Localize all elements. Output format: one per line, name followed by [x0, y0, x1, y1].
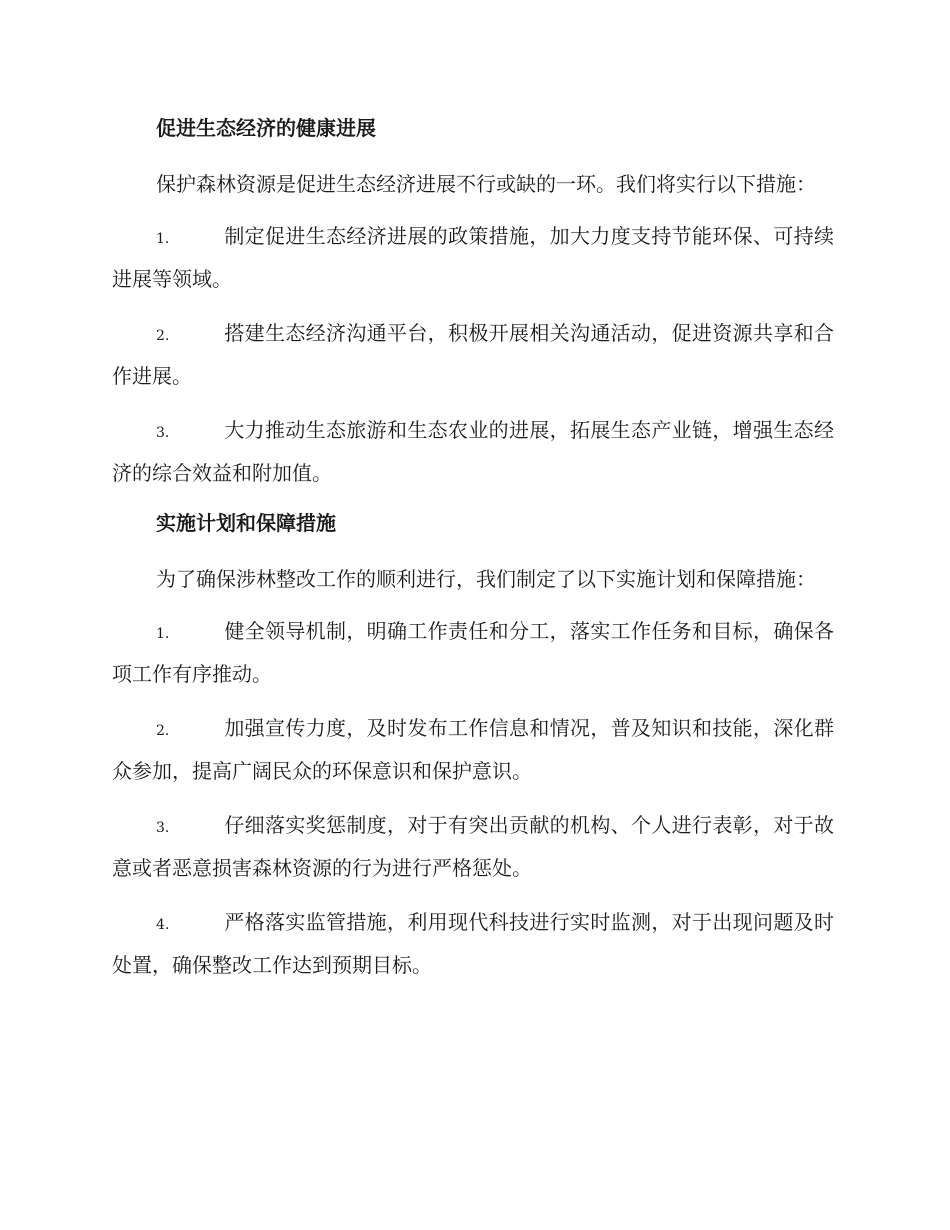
list-item-text: 加强宣传力度，及时发布工作信息和情况，普及知识和技能，深化群众参加，提高广阔民众的环保意识和保护意识。 — [112, 716, 834, 783]
section-heading: 实施计划和保障措施 — [156, 511, 336, 535]
document-body — [112, 112, 834, 999]
list-item-number: 2. — [156, 328, 170, 344]
list-item — [112, 708, 834, 791]
list-item-number: 1. — [156, 231, 170, 247]
list-item — [112, 611, 834, 694]
list-item — [112, 313, 834, 396]
list-item-text: 制定促进生态经济进展的政策措施，加大力度支持节能环保、可持续进展等领域。 — [112, 224, 834, 291]
list-item-number: 2. — [156, 723, 170, 739]
list-item-text: 严格落实监管措施，利用现代科技进行实时监测，对于出现问题及时处置，确保整改工作达到预期目标。 — [112, 910, 834, 977]
list-item-text: 大力推动生态旅游和生态农业的进展，拓展生态产业链，增强生态经济的综合效益和附加值。 — [112, 418, 834, 485]
list-item — [112, 902, 834, 985]
list-item-text: 仔细落实奖惩制度，对于有突出贡献的机构、个人进行表彰，对于故意或者恶意损害森林资源的行为进行严格惩处。 — [112, 813, 834, 880]
list-item-text: 健全领导机制，明确工作责任和分工，落实工作任务和目标，确保各项工作有序推动。 — [112, 619, 834, 686]
list-item-number: 3. — [156, 820, 170, 836]
list-item — [112, 805, 834, 888]
list-item-number: 1. — [156, 626, 170, 642]
section-heading: 促进生态经济的健康进展 — [156, 116, 376, 140]
list-item-number: 4. — [156, 917, 170, 933]
section-implementation-plan — [112, 507, 834, 985]
section-eco-economy — [112, 112, 834, 493]
section-intro: 为了确保涉林整改工作的顺利进行，我们制定了以下实施计划和保障措施： — [156, 567, 816, 591]
list-item-text: 搭建生态经济沟通平台，积极开展相关沟通活动，促进资源共享和合作进展。 — [112, 321, 834, 388]
list-item — [112, 216, 834, 299]
list-item — [112, 410, 834, 493]
list-item-number: 3. — [156, 425, 170, 441]
section-intro: 保护森林资源是促进生态经济进展不行或缺的一环。我们将实行以下措施： — [156, 172, 816, 196]
